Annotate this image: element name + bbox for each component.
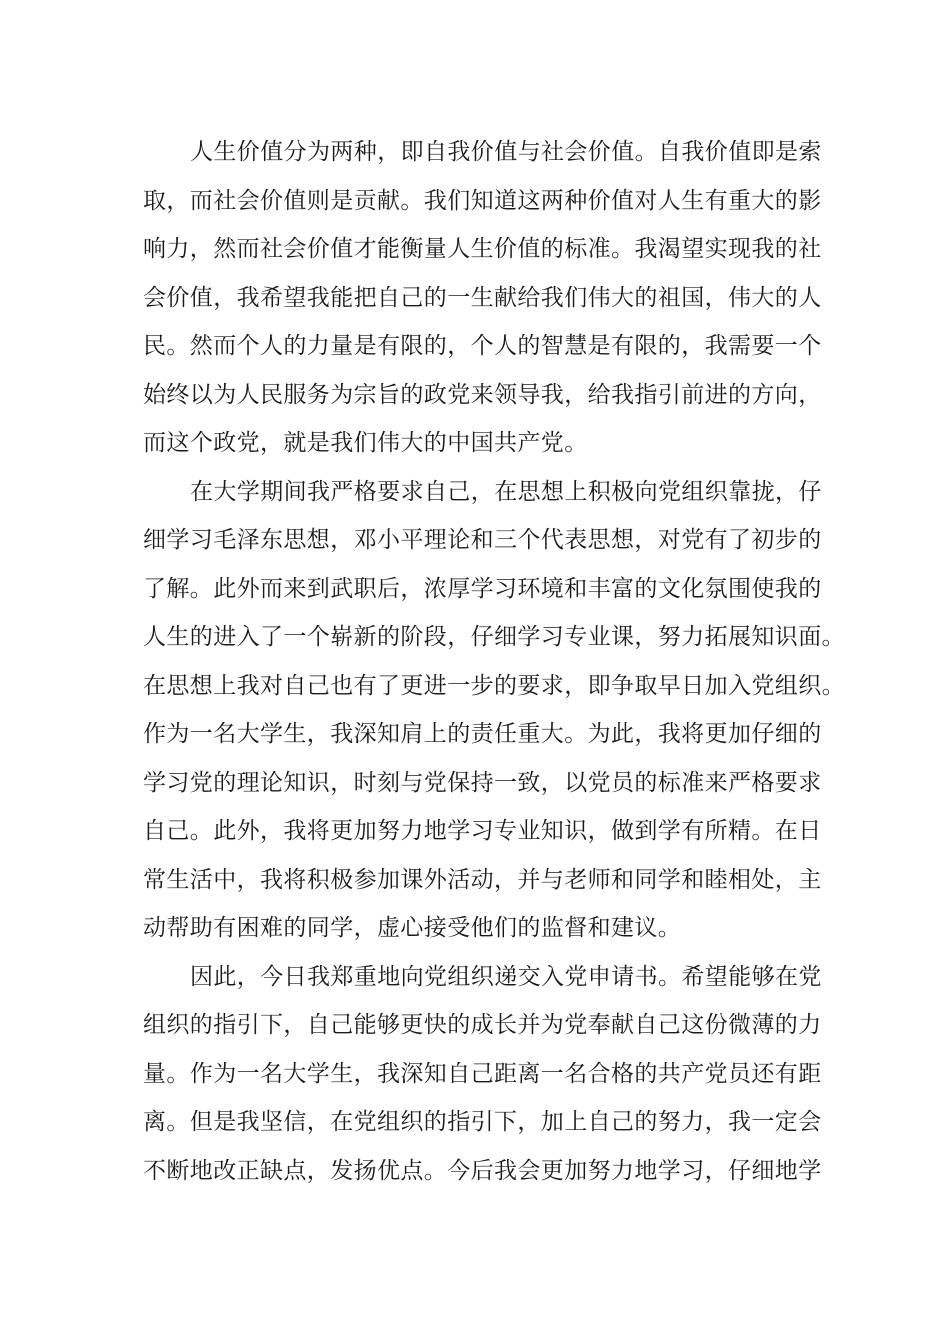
- text-line: 不断地改正缺点，发扬优点。今后我会更加努力地学习，仔细地学: [143, 1157, 822, 1184]
- text-line: 民。然而个人的力量是有限的，个人的智慧是有限的，我需要一个: [143, 333, 822, 359]
- text-line: 学习党的理论知识，时刻与党保持一致，以党员的标准来严格要求: [143, 769, 822, 796]
- text-line: 自己。此外，我将更加努力地学习专业知识，做到学有所精。在日: [143, 818, 822, 844]
- document-body: [143, 128, 845, 1195]
- text-line: 组织的指引下，自己能够更快的成长并为党奉献自己这份微薄的力: [143, 1012, 822, 1038]
- paragraph-1: [143, 128, 823, 468]
- text-line: 因此，今日我郑重地向党组织递交入党申请书。希望能够在党: [190, 963, 822, 990]
- paragraph-3: [143, 953, 823, 1196]
- text-line: 细学习毛泽东思想，邓小平理论和三个代表思想，对党有了初步的: [143, 527, 822, 553]
- text-line: 始终以为人民服务为宗旨的政党来领导我，给我指引前进的方向，: [143, 381, 822, 408]
- text-line: 在大学期间我严格要求自己，在思想上积极向党组织靠拢，仔: [190, 478, 822, 505]
- text-line: 人生价值分为两种，即自我价值与社会价值。自我价值即是索: [190, 139, 822, 165]
- text-line: 动帮助有困难的同学，虚心接受他们的监督和建议。: [143, 915, 682, 941]
- text-line: 常生活中，我将积极参加课外活动，并与老师和同学和睦相处，主: [143, 866, 822, 893]
- text-line: 量。作为一名大学生，我深知自己距离一名合格的共产党员还有距: [143, 1060, 822, 1087]
- text-line: 离。但是我坚信，在党组织的指引下，加上自己的努力，我一定会: [143, 1109, 822, 1135]
- text-line: 在思想上我对自己也有了更进一步的要求，即争取早日加入党组织。: [143, 672, 845, 699]
- text-line: 取，而社会价值则是贡献。我们知道这两种价值对人生有重大的影: [143, 187, 822, 214]
- text-line: 作为一名大学生，我深知肩上的责任重大。为此，我将更加仔细的: [143, 721, 822, 747]
- paragraph-2: [143, 468, 845, 953]
- text-line: 人生的进入了一个崭新的阶段，仔细学习专业课，努力拓展知识面。: [143, 624, 845, 650]
- text-line: 响力，然而社会价值才能衡量人生价值的标准。我渴望实现我的社: [143, 236, 822, 262]
- text-line: 了解。此外而来到武职后，浓厚学习环境和丰富的文化氛围使我的: [143, 575, 822, 602]
- text-line: 会价值，我希望我能把自己的一生献给我们伟大的祖国，伟大的人: [143, 284, 822, 311]
- text-line: 而这个政党，就是我们伟大的中国共产党。: [143, 430, 588, 456]
